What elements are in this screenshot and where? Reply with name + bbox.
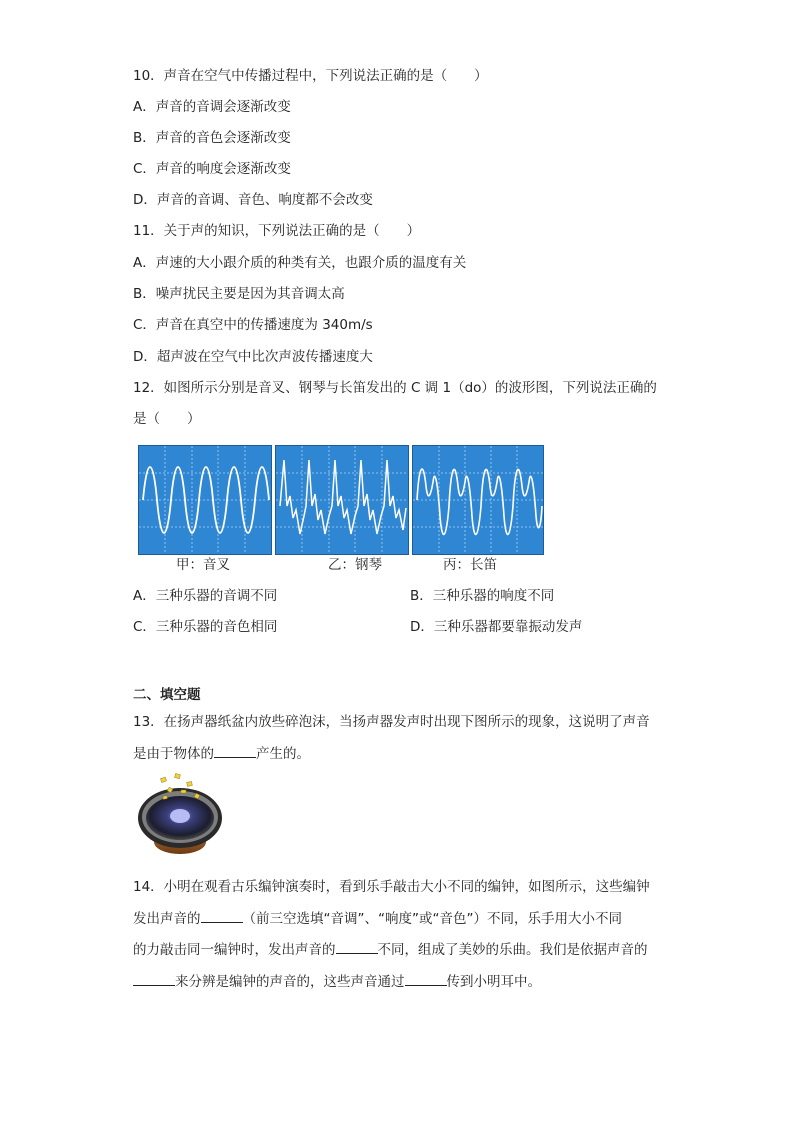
q12-option-b: B．三种乐器的响度不同 [410, 588, 555, 604]
waveform-flute [412, 445, 544, 555]
q11-option-c: C．声音在真空中的传播速度为 340m/s [133, 317, 373, 333]
q13-text-a: 是由于物体的 [133, 746, 214, 762]
q14-text-4b: 传到小明耳中。 [446, 974, 541, 990]
q10-option-b: B．声音的音色会逐渐改变 [133, 130, 291, 146]
q13-text-b: 产生的。 [256, 746, 310, 762]
caption-tuning-fork: 甲：音叉 [176, 557, 230, 573]
q11-option-b: B．噪声扰民主要是因为其音调太高 [133, 286, 345, 302]
q14-text-3a: 的力敲击同一编钟时，发出声音的 [133, 942, 336, 958]
q10-stem: 10．声音在空气中传播过程中，下列说法正确的是（ ） [133, 68, 488, 84]
q11-option-a: A．声速的大小跟介质的种类有关，也跟介质的温度有关 [133, 255, 467, 271]
q14-text-3b: 不同，组成了美妙的乐曲。我们是依据声音的 [377, 942, 648, 958]
q10-option-a: A．声音的音调会逐渐改变 [133, 99, 291, 115]
q14-blank-3[interactable] [133, 971, 175, 986]
q12-option-c: C．三种乐器的音色相同 [133, 619, 278, 635]
q11-stem: 11．关于声的知识，下列说法正确的是（ ） [133, 223, 421, 239]
section-heading-fill-blank: 二、填空题 [133, 687, 201, 703]
q12-option-d: D．三种乐器都要靠振动发声 [410, 619, 583, 635]
waveform-piano-graphic [276, 446, 408, 554]
q12-stem-line1: 12．如图所示分别是音叉、钢琴与长笛发出的 C 调 1（do）的波形图，下列说法正确的 [133, 380, 657, 396]
q14-blank-2[interactable] [336, 939, 378, 954]
q12-stem-line2: 是（ ） [133, 411, 201, 427]
speaker-image [135, 772, 225, 862]
q10-option-c: C．声音的响度会逐渐改变 [133, 161, 291, 177]
q14-line2 [133, 908, 622, 929]
q14-text-4a: 来分辨是编钟的声音的，这些声音通过 [175, 974, 405, 990]
waveform-flute-graphic [413, 446, 543, 554]
q14-text-2a: 发出声音的 [133, 911, 201, 927]
q13-blank-1[interactable] [214, 743, 256, 758]
q14-text-2b: （前三空选填“音调”、“响度”或“音色”）不同，乐手用大小不同 [242, 911, 622, 927]
waveform-tuning-fork-graphic [139, 446, 271, 554]
q12-option-a: A．三种乐器的音调不同 [133, 588, 278, 604]
q14-blank-1[interactable] [201, 908, 243, 923]
q14-line3 [133, 939, 648, 960]
q14-line1: 14．小明在观看古乐编钟演奏时，看到乐手敲击大小不同的编钟，如图所示，这些编钟 [133, 879, 650, 895]
waveform-piano [275, 445, 409, 555]
q14-blank-4[interactable] [405, 971, 447, 986]
waveform-tuning-fork [138, 445, 272, 555]
q13-line2 [133, 743, 310, 764]
q10-option-d: D．声音的音调、音色、响度都不会改变 [133, 192, 373, 208]
speaker-icon [135, 772, 225, 862]
caption-piano: 乙：钢琴 [328, 557, 382, 573]
q13-line1: 13．在扬声器纸盆内放些碎泡沫，当扬声器发声时出现下图所示的现象，这说明了声音 [133, 714, 650, 730]
q11-option-d: D．超声波在空气中比次声波传播速度大 [133, 349, 373, 365]
q14-line4 [133, 971, 541, 992]
caption-flute: 丙：长笛 [443, 557, 497, 573]
